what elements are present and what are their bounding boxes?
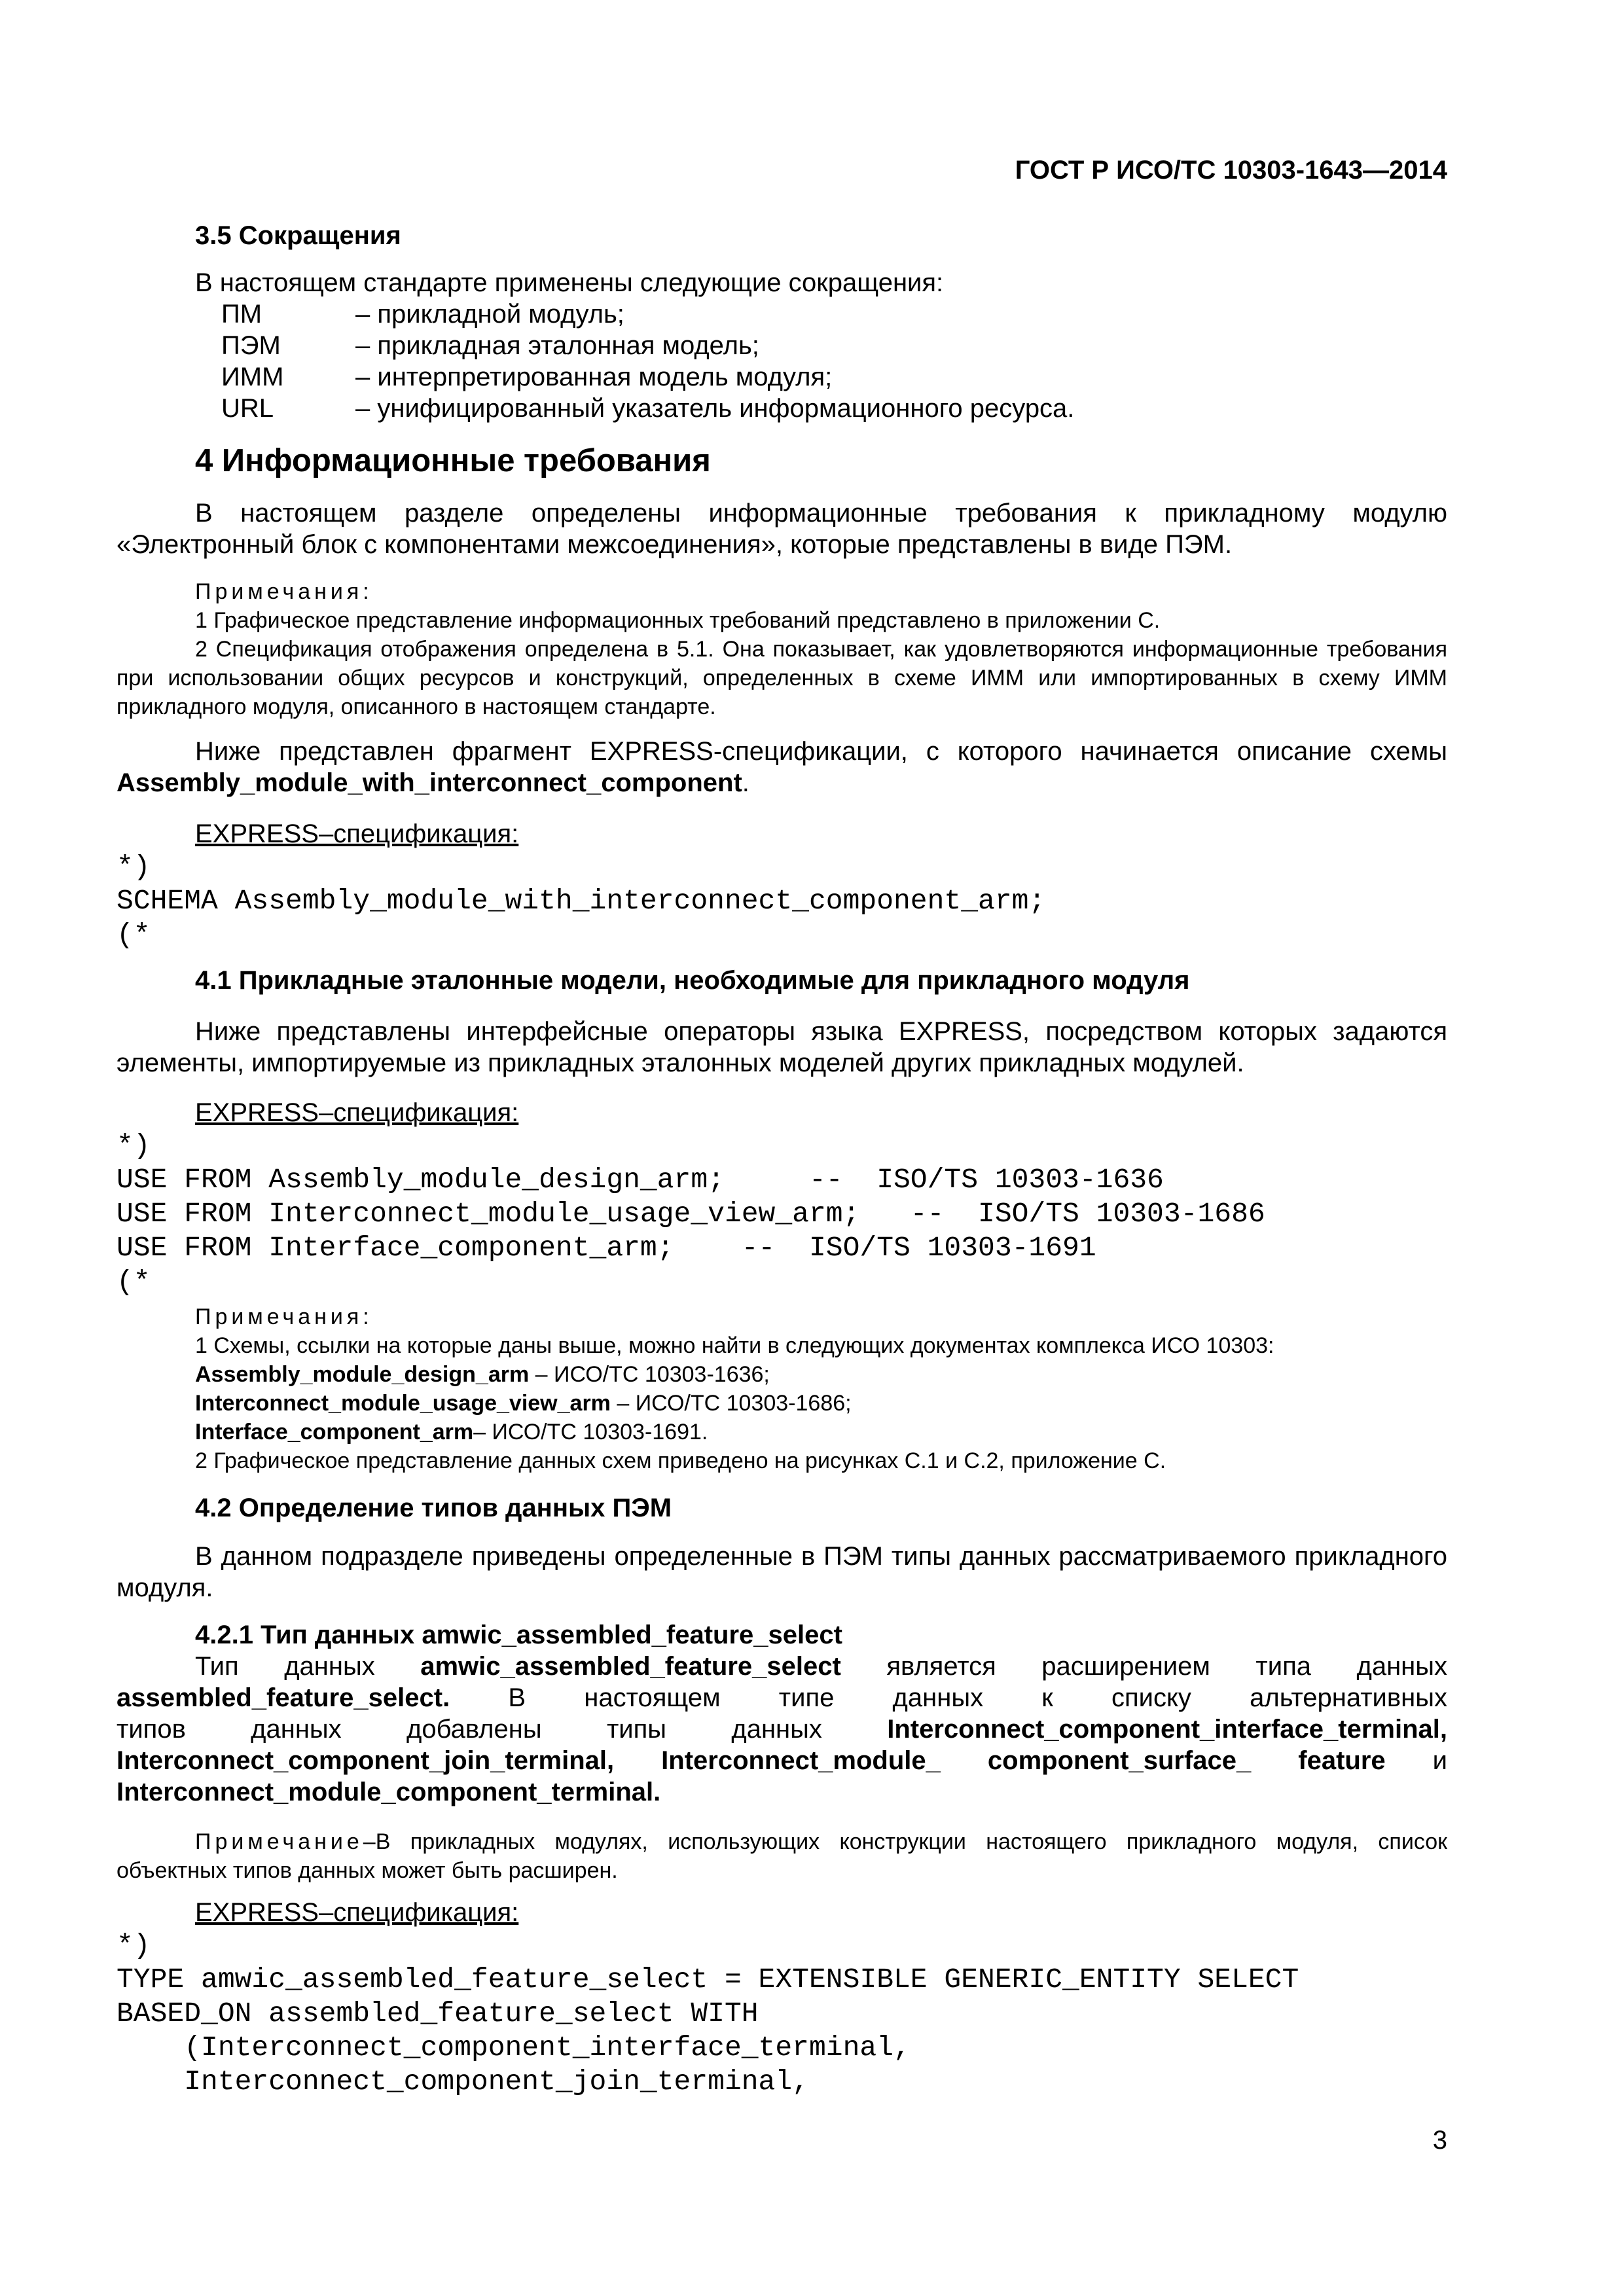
abbreviation-row [221, 394, 1074, 423]
abbreviation-code: ИММ [221, 363, 284, 391]
abbreviation-row [221, 300, 624, 329]
section-4-paragraph: В настоящем разделе определены информационные требования к прикладному модулю «Электронный блок с компонентами межсоединения», которые представлены в виде ПЭМ. [117, 499, 1447, 559]
code-line: (* [117, 919, 151, 951]
note-item [117, 1827, 1447, 1885]
reference-name: Assembly_module_design_arm [195, 1362, 530, 1387]
type-description-line [117, 1651, 1447, 1682]
type-name: amwic_assembled_feature_select [420, 1652, 841, 1681]
reference-item [195, 1360, 770, 1389]
type-description-line [117, 1682, 1447, 1713]
text: является расширением типа данных [840, 1652, 1447, 1681]
page-number: 3 [1432, 2126, 1447, 2155]
abbreviation-desc: – прикладная эталонная модель; [355, 331, 759, 360]
section-4-2-1-title: 4.2.1 Тип данных amwic_assembled_feature_select [195, 1621, 842, 1649]
code-line: USE FROM Assembly_module_design_arm; -- ISO/TS 10303-1636 [117, 1164, 1164, 1196]
text: В настоящем типе данных к списку альтернативных [450, 1683, 1447, 1712]
express-spec-label: EXPRESS–спецификация: [195, 819, 519, 848]
code-line: Interconnect_component_join_terminal, [117, 2066, 809, 2098]
type-name: Interconnect_module_component_terminal. [117, 1778, 661, 1806]
type-name: Interconnect_component_interface_terminal, [887, 1715, 1447, 1744]
note-item: 2 Спецификация отображения определена в 5.1. Она показывает, как удовлетворяются информационные требования при использовании общих ресурсов и конструкций, определенных в схеме ИММ или импортированных в схему ИММ прикладного модуля, описанного в настоящем стандарте. [117, 637, 1447, 719]
note-label: Примечание [195, 1829, 363, 1854]
code-line: SCHEMA Assembly_module_with_interconnect_component_arm; [117, 885, 1046, 917]
express-spec-label: EXPRESS–спецификация: [195, 1098, 519, 1127]
type-description-line [117, 1713, 1447, 1745]
abbreviation-desc: – унифицированный указатель информационного ресурса. [355, 394, 1075, 423]
abbreviation-desc: – интерпретированная модель модуля; [355, 363, 833, 391]
reference-item [195, 1389, 852, 1418]
section-4-1-title: 4.1 Прикладные эталонные модели, необходимые для прикладного модуля [195, 966, 1190, 995]
abbreviation-row [221, 331, 759, 361]
text: и [1385, 1746, 1447, 1775]
abbreviation-row [221, 363, 832, 392]
type-description-line [117, 1745, 1447, 1776]
reference-doc: – ИСО/ТС 10303-1691. [473, 1420, 708, 1444]
code-line: USE FROM Interconnect_module_usage_view_arm; -- ISO/TS 10303-1686 [117, 1198, 1265, 1230]
paragraph-text: Ниже представлен фрагмент EXPRESS-спецификации, с которого начинается описание схемы [195, 737, 1447, 766]
section-4-2-title: 4.2 Определение типов данных ПЭМ [195, 1494, 672, 1522]
document-header-id: ГОСТ Р ИСО/ТС 10303-1643—2014 [1015, 156, 1447, 185]
code-line: USE FROM Interface_component_arm; -- ISO/TS 10303-1691 [117, 1232, 1096, 1264]
code-line: (Interconnect_component_interface_terminal, [117, 2032, 911, 2064]
note-text: –В прикладных модулях, использующих конструкции настоящего прикладного модуля, список объектных типов данных может быть расширен. [117, 1829, 1447, 1883]
text: Тип данных [195, 1652, 421, 1681]
abbreviation-code: ПМ [221, 300, 262, 329]
abbreviation-code: ПЭМ [221, 331, 281, 360]
text: типов данных добавлены типы данных [117, 1715, 888, 1744]
code-line: (* [117, 1266, 151, 1298]
code-line: BASED_ON assembled_feature_select WITH [117, 1998, 759, 2030]
reference-item [195, 1418, 708, 1446]
notes-label: Примечания: [195, 1304, 373, 1329]
paragraph-end: . [742, 768, 749, 797]
code-line: *) [117, 1130, 151, 1162]
abbreviations-intro: В настоящем стандарте применены следующие сокращения: [195, 268, 944, 297]
code-line: *) [117, 1929, 151, 1962]
section-4-1-paragraph: Ниже представлены интерфейсные операторы языка EXPRESS, посредством которых задаются элементы, импортируемые из прикладных эталонных моделей других прикладных модулей. [117, 1017, 1447, 1077]
code-line: TYPE amwic_assembled_feature_select = EXTENSIBLE GENERIC_ENTITY SELECT [117, 1964, 1299, 1996]
note-item: 1 Графическое представление информационных требований представлено в приложении С. [195, 608, 1161, 633]
express-spec-label: EXPRESS–спецификация: [195, 1898, 519, 1927]
note-item: 2 Графическое представление данных схем приведено на рисунках С.1 и С.2, приложение С. [195, 1448, 1166, 1473]
section-4-title: 4 Информационные требования [195, 443, 711, 478]
reference-doc: – ИСО/ТС 10303-1636; [529, 1362, 770, 1387]
note-item: 1 Схемы, ссылки на которые даны выше, можно найти в следующих документах комплекса ИСО 10303: [195, 1333, 1274, 1358]
schema-name: Assembly_module_with_interconnect_component [117, 768, 742, 797]
reference-doc: – ИСО/ТС 10303-1686; [610, 1391, 852, 1416]
notes-label: Примечания: [195, 579, 373, 604]
type-name: assembled_feature_select. [117, 1683, 450, 1712]
type-name: Interconnect_component_join_terminal, Interconnect_module_ component_surface_ feature [117, 1746, 1386, 1775]
section-3-5-title: 3.5 Сокращения [195, 221, 401, 250]
code-line: *) [117, 851, 151, 883]
reference-name: Interface_component_arm [195, 1420, 474, 1444]
section-4-2-paragraph: В данном подразделе приведены определенные в ПЭМ типы данных рассматриваемого прикладного модуля. [117, 1542, 1447, 1602]
reference-name: Interconnect_module_usage_view_arm [195, 1391, 611, 1416]
abbreviation-desc: – прикладной модуль; [355, 300, 624, 329]
abbreviation-code: URL [221, 394, 274, 423]
type-description-line [117, 1776, 660, 1808]
section-4-paragraph-2 [117, 736, 1447, 798]
